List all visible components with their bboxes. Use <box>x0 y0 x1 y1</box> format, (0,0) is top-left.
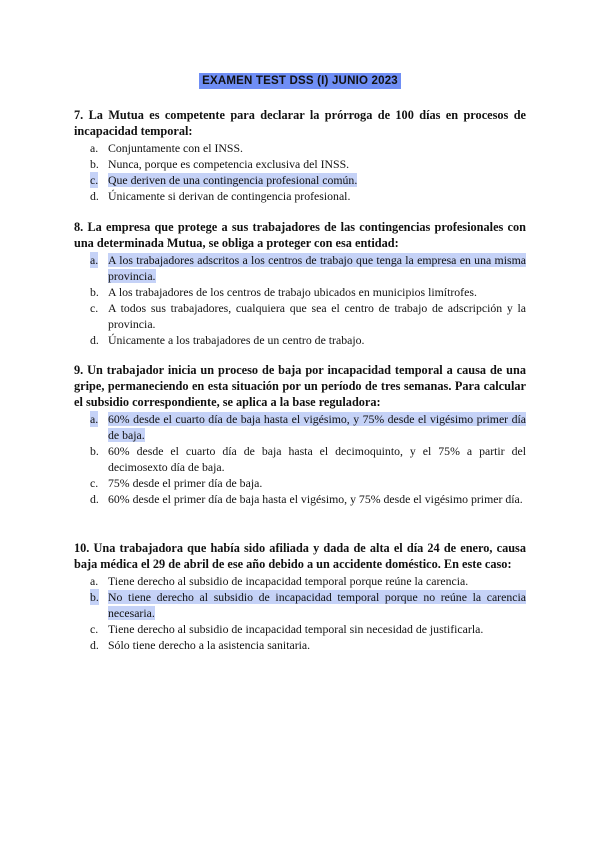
question-8 <box>74 219 526 348</box>
option-letter: c. <box>90 173 99 187</box>
exam-title: EXAMEN TEST DSS (I) JUNIO 2023 <box>199 73 401 89</box>
option-b <box>74 443 526 475</box>
option-a-highlighted <box>74 252 526 284</box>
option-text: Conjuntamente con el INSS. <box>108 141 243 155</box>
option-text: Tiene derecho al subsidio de incapacidad temporal porque reúne la carencia. <box>108 574 469 588</box>
option-letter: a. <box>90 574 99 588</box>
question-10 <box>74 540 526 653</box>
option-letter: b. <box>90 157 99 171</box>
option-letter: c. <box>90 476 99 490</box>
option-text: Tiene derecho al subsidio de incapacidad temporal sin necesidad de justificarla. <box>108 622 484 636</box>
title-wrapper <box>0 71 600 89</box>
option-text: 60% desde el primer día de baja hasta el vigésimo, y 75% desde el vigésimo primer día. <box>108 492 523 506</box>
option-letter: b. <box>90 444 99 458</box>
option-text: 75% desde el primer día de baja. <box>108 476 263 490</box>
option-a <box>74 573 526 589</box>
options-list <box>74 252 526 348</box>
question-text: 8. La empresa que protege a sus trabajadores de las contingencias profesionales con una determinada Mutua, se obliga a proteger con esa entidad: <box>74 220 526 250</box>
option-d <box>74 332 526 348</box>
option-text: 60% desde el cuarto día de baja hasta el decimoquinto, y el 75% a partir del decimosexto día de baja. <box>108 444 526 474</box>
option-text: Nunca, porque es competencia exclusiva del INSS. <box>108 157 350 171</box>
question-7 <box>74 107 526 204</box>
question-text: 9. Un trabajador inicia un proceso de baja por incapacidad temporal a causa de una gripe, permaneciendo en esta situación por un período de tres semanas. Para calcular el subsidio correspondiente, se aplica a la base reguladora: <box>74 363 526 409</box>
options-list <box>74 411 526 507</box>
option-letter: b. <box>90 285 99 299</box>
option-text: A todos sus trabajadores, cualquiera que sea el centro de trabajo de adscripción y la provincia. <box>108 301 526 331</box>
option-letter: d. <box>90 492 99 506</box>
option-letter: a. <box>90 141 99 155</box>
option-letter: c. <box>90 301 99 315</box>
option-d <box>74 491 526 507</box>
option-letter: a. <box>90 253 99 267</box>
option-b <box>74 156 526 172</box>
question-9 <box>74 362 526 507</box>
option-text: No tiene derecho al subsidio de incapacidad temporal porque no reúne la carencia necesaria. <box>108 590 526 620</box>
option-letter: d. <box>90 638 99 652</box>
options-list <box>74 140 526 204</box>
option-b-highlighted <box>74 589 526 621</box>
option-c-highlighted <box>74 172 526 188</box>
option-letter: b. <box>90 590 99 604</box>
option-a-highlighted <box>74 411 526 443</box>
question-text: 7. La Mutua es competente para declarar la prórroga de 100 días en procesos de incapacidad temporal: <box>74 108 526 138</box>
option-d <box>74 637 526 653</box>
option-c <box>74 621 526 637</box>
option-letter: d. <box>90 333 99 347</box>
option-a <box>74 140 526 156</box>
option-letter: c. <box>90 622 99 636</box>
option-text: 60% desde el cuarto día de baja hasta el vigésimo, y 75% desde el vigésimo primer día de baja. <box>108 412 526 442</box>
option-text: A los trabajadores adscritos a los centros de trabajo que tenga la empresa en una misma provincia. <box>108 253 526 283</box>
option-text: Sólo tiene derecho a la asistencia sanitaria. <box>108 638 311 652</box>
options-list <box>74 573 526 653</box>
option-text: A los trabajadores de los centros de trabajo ubicados en municipios limítrofes. <box>108 285 477 299</box>
option-c <box>74 475 526 491</box>
option-b <box>74 284 526 300</box>
question-text: 10. Una trabajadora que había sido afiliada y dada de alta el día 24 de enero, causa baja médica el 29 de abril de ese año debido a un accidente doméstico. En este caso: <box>74 541 526 571</box>
option-d <box>74 188 526 204</box>
option-c <box>74 300 526 332</box>
option-text: Que deriven de una contingencia profesional común. <box>108 173 358 187</box>
option-text: Únicamente a los trabajadores de un centro de trabajo. <box>108 333 365 347</box>
option-letter: d. <box>90 189 99 203</box>
option-letter: a. <box>90 412 99 426</box>
option-text: Únicamente si derivan de contingencia profesional. <box>108 189 351 203</box>
